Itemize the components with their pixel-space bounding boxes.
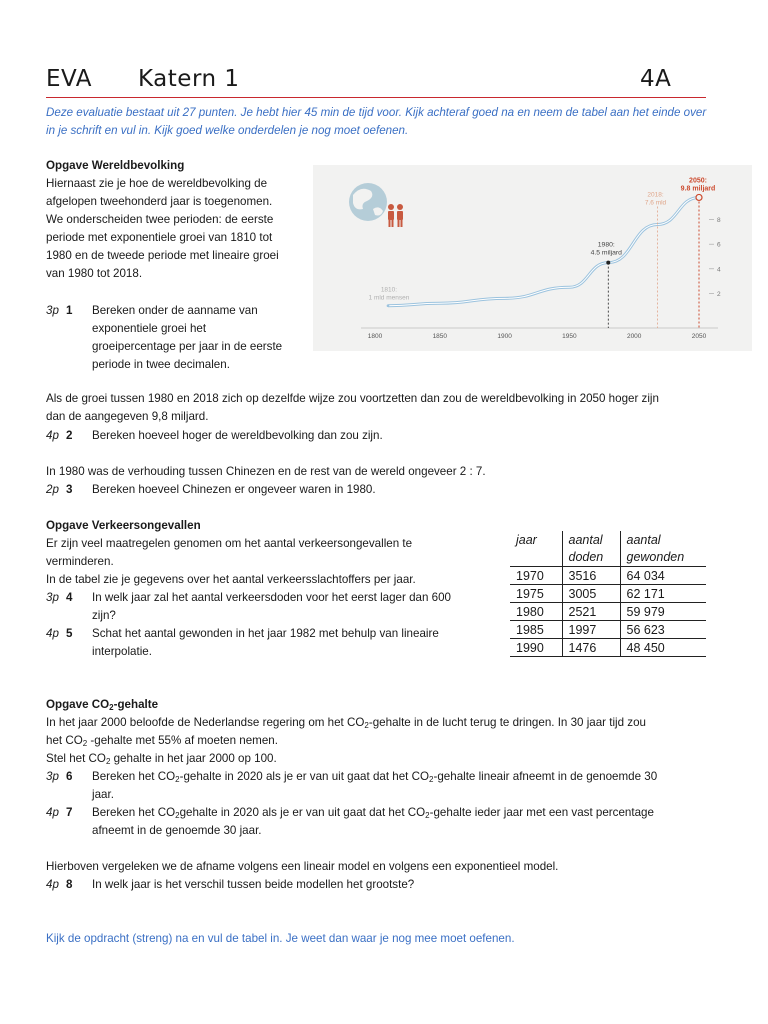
table-cell: 1980 (510, 603, 562, 621)
header-subject: EVA (46, 66, 93, 92)
table-cell: 1997 (562, 621, 620, 639)
table-row (510, 621, 706, 639)
x-tick-label: 1900 (497, 333, 512, 340)
table-header: jaar (510, 531, 562, 567)
question-points: 4p (46, 878, 59, 891)
question-2-text: Bereken hoeveel hoger de wereldbevolking dan zou zijn. (92, 429, 383, 442)
question-points: 3p (46, 591, 59, 604)
question-1-line: Bereken onder de aanname van (92, 304, 258, 317)
table-cell: 1970 (510, 567, 562, 585)
question-7-line: afneemt in de genoemde 30 jaar. (92, 824, 262, 837)
table-cell: 56 623 (620, 621, 706, 639)
table-cell: 48 450 (620, 639, 706, 657)
x-tick-label: 1800 (367, 333, 383, 340)
annotation-1810-label: 1 mld mensen (368, 294, 410, 302)
table-cell: 3516 (562, 567, 620, 585)
question-1-line: groeipercentage per jaar in de eerste (92, 340, 283, 353)
question-6-line: Bereken het $CO_2$-gehalte in 2020 als je er van uit gaat dat het $CO_2$-gehalte lineair afneemt in de genoemde 30 (92, 770, 658, 784)
section-title-verkeersongevallen: Opgave Verkeersongevallen (46, 519, 201, 532)
question-number: 5 (66, 627, 73, 640)
paragraph-line: 1980 en de tweede periode met lineaire groei (46, 249, 279, 262)
table-row (510, 567, 706, 585)
globe-icon (349, 183, 387, 221)
question-points: 3p (46, 770, 59, 783)
question-points: 4p (46, 806, 59, 819)
question-number: 2 (66, 429, 73, 442)
annotation-2018-label: 7.6 mld (644, 199, 667, 207)
x-tick-label: 2000 (626, 333, 642, 340)
question-1-line: periode in twee decimalen. (92, 358, 230, 371)
question-4-line: zijn? (92, 609, 116, 622)
paragraph-line: In de tabel zie je gegevens over het aantal verkeersslachtoffers per jaar. (46, 573, 416, 586)
paragraph-line: Er zijn veel maatregelen genomen om het aantal verkeersongevallen te (46, 537, 413, 550)
page-header (46, 66, 706, 98)
table-header: aantal gewonden (620, 531, 706, 567)
section-title-co2: Opgave $CO_2$-gehalte (46, 698, 159, 712)
question-8-text: In welk jaar is het verschil tussen beide modellen het grootste? (92, 878, 415, 891)
question-number: 8 (66, 878, 73, 891)
point-1980 (606, 261, 610, 265)
paragraph-line: afgelopen tweehonderd jaar is toegenomen. (46, 195, 273, 208)
question-5-line: interpolatie. (92, 645, 152, 658)
x-tick-label: 1950 (562, 333, 577, 340)
table-cell: 64 034 (620, 567, 706, 585)
question-number: 1 (66, 304, 73, 317)
question-points: 3p (46, 304, 59, 317)
table-cell: 59 979 (620, 603, 706, 621)
paragraph-line: het $CO_2$ -gehalte met 55% af moeten nemen. (46, 734, 278, 748)
table-header-row (510, 531, 706, 567)
question-number: 6 (66, 770, 73, 783)
section-title-wereldbevolking: Opgave Wereldbevolking (46, 159, 185, 172)
people-icon (388, 204, 403, 227)
annotation-2018-year: 2018: (647, 191, 664, 199)
footer-note: Kijk de opdracht (streng) na en vul de tabel in. Je weet dan waar je nog mee moet oefenen. (46, 932, 515, 945)
annotation-1980-year: 1980: (597, 241, 615, 249)
question-points: 4p (46, 429, 59, 442)
header-title: Katern 1 (138, 66, 240, 92)
question-7-line: Bereken het $CO_2gehalte$ in 2020 als je er van uit gaat dat het $CO_2$-gehalte ieder jaar met een vast percentage (92, 806, 654, 820)
point-2050 (696, 194, 702, 200)
table-row (510, 603, 706, 621)
x-tick-label: 2050 (691, 333, 707, 340)
question-4-line: In welk jaar zal het aantal verkeersdoden voor het eerst lager dan 600 (92, 591, 451, 604)
table-header: aantal doden (562, 531, 620, 567)
y-tick-label: 4 (717, 266, 721, 274)
question-points: 2p (46, 483, 59, 496)
paragraph-line: Als de groei tussen 1980 en 2018 zich op dezelfde wijze zou voortzetten dan zou de wereldbevolking in 2050 hoger zijn (46, 392, 659, 405)
paragraph-line: In het jaar 2000 beloofde de Nederlandse regering om het $CO_2$-gehalte in de lucht terug te dringen. In 30 jaar tijd zou (46, 716, 646, 730)
table-row (510, 585, 706, 603)
table-cell: 62 171 (620, 585, 706, 603)
intro-text: Deze evaluatie bestaat uit 27 punten. Je hebt hier 45 min de tijd voor. Kijk achteraf goed na en neem de tabel aan het einde over in je schrift en vul in. Kijk goed welke onderdelen je nog moet oefenen. (46, 106, 707, 137)
table-row (510, 639, 706, 657)
question-6-line: jaar. (92, 788, 114, 801)
paragraph-line: verminderen. (46, 555, 114, 568)
question-5-line: Schat het aantal gewonden in het jaar 1982 met behulp van lineaire (92, 627, 439, 640)
question-number: 4 (66, 591, 73, 604)
annotation-1810-year: 1810: (380, 286, 398, 294)
table-cell: 1975 (510, 585, 562, 603)
y-tick-label: 8 (717, 217, 721, 225)
y-tick-label: 2 (717, 290, 721, 298)
point-1810 (387, 304, 390, 307)
annotation-2050-label: 9.8 miljard (680, 185, 716, 193)
table-cell: 1476 (562, 639, 620, 657)
paragraph-line: dan de aangegeven 9,8 miljard. (46, 410, 209, 423)
paragraph-line: periode met exponentiele groei van 1810 tot (46, 231, 273, 244)
paragraph-line: Hierboven vergeleken we de afname volgens een lineair model en volgens een exponentieel model. (46, 860, 559, 873)
question-number: 7 (66, 806, 73, 819)
question-3-text: Bereken hoeveel Chinezen er ongeveer waren in 1980. (92, 483, 376, 496)
traffic-table (510, 531, 706, 657)
header-class: 4A (640, 66, 672, 92)
population-chart (313, 165, 752, 351)
paragraph-line: van 1980 tot 2018. (46, 267, 143, 280)
table-cell: 2521 (562, 603, 620, 621)
question-1-line: exponentiele groei het (92, 322, 207, 335)
population-chart-svg (313, 165, 752, 351)
table-cell: 1985 (510, 621, 562, 639)
paragraph-line: Hiernaast zie je hoe de wereldbevolking de (46, 177, 268, 190)
y-tick-label: 6 (717, 241, 721, 249)
paragraph-line: Stel het $CO_2$ gehalte in het jaar 2000 op 100. (46, 752, 277, 766)
table-cell: 1990 (510, 639, 562, 657)
table-cell: 3005 (562, 585, 620, 603)
question-points: 4p (46, 627, 59, 640)
annotation-2050-year: 2050: (689, 177, 707, 185)
x-tick-label: 1850 (432, 333, 448, 340)
paragraph-line: In 1980 was de verhouding tussen Chinezen en de rest van de wereld ongeveer 2 : 7. (46, 465, 486, 478)
question-number: 3 (66, 483, 73, 496)
series-line (388, 197, 699, 305)
paragraph-line: We onderscheiden twee perioden: de eerste (46, 213, 274, 226)
annotation-1980-label: 4.5 miljard (590, 249, 622, 257)
